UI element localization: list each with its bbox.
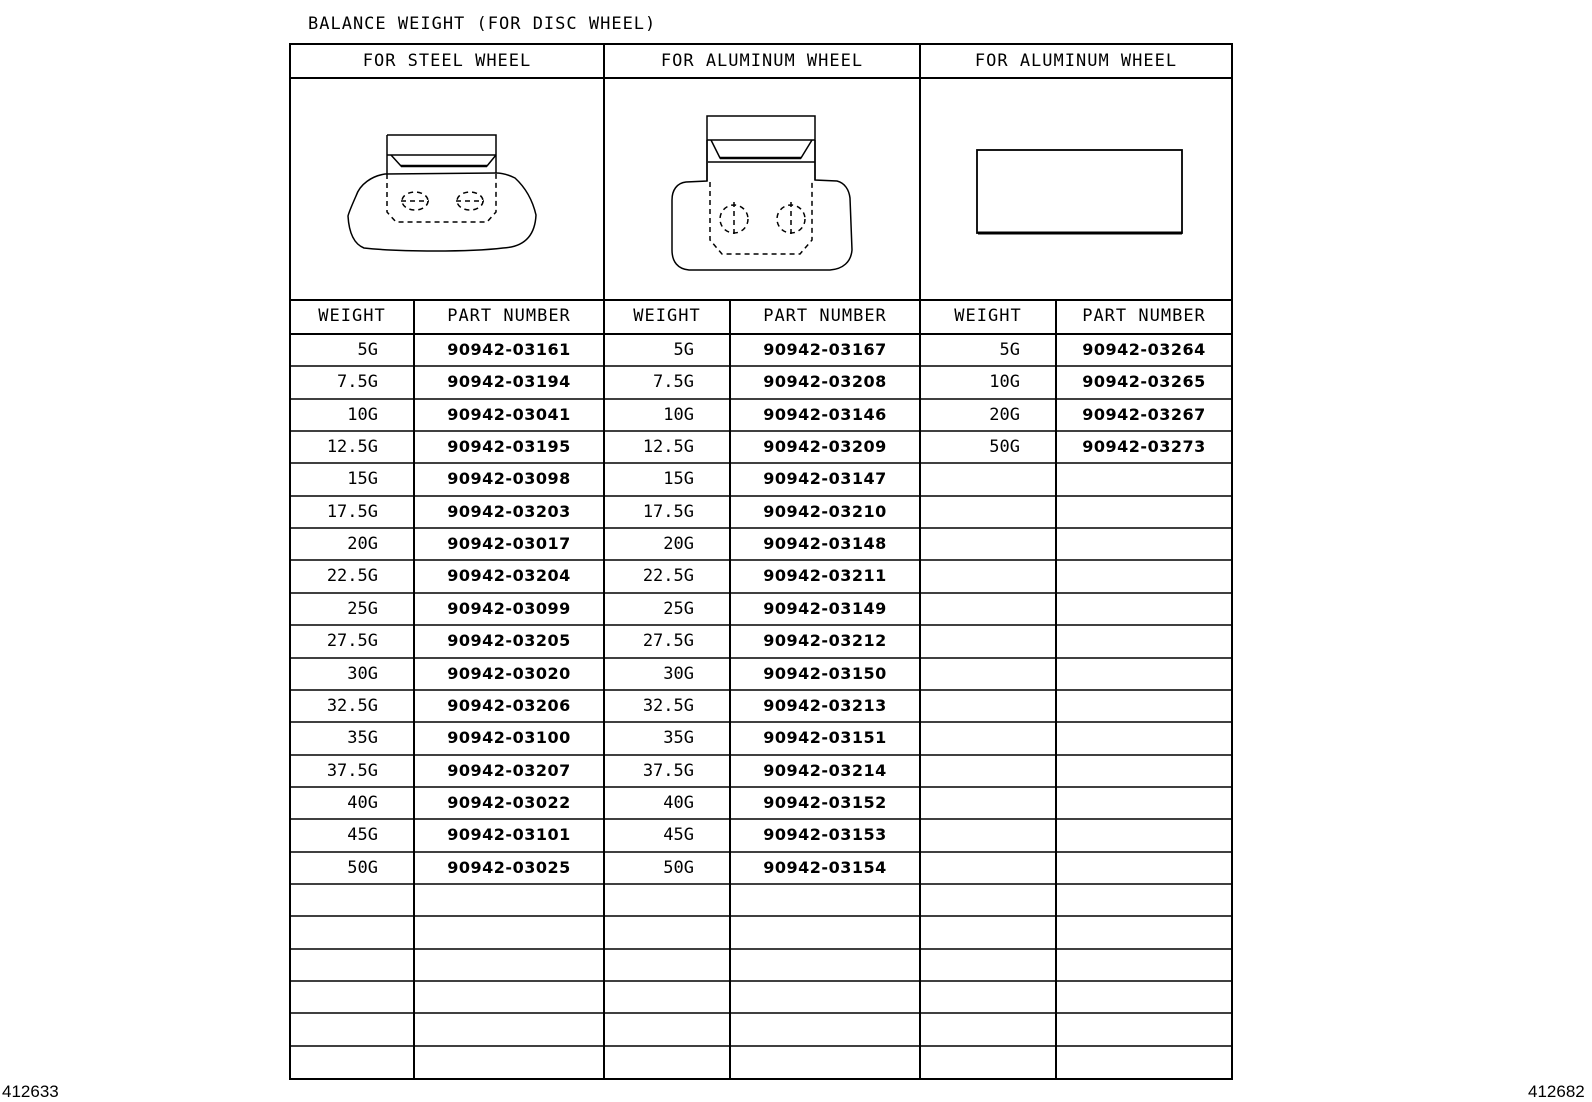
weight-cell: 5G — [357, 340, 378, 360]
weight-cell: 17.5G — [642, 502, 694, 522]
weight-cell: 27.5G — [642, 631, 694, 651]
part-number-cell: 90942-03205 — [447, 631, 571, 650]
part-number-cell: 90942-03098 — [447, 469, 571, 488]
part-number-cell: 90942-03203 — [447, 502, 571, 521]
weight-cell: 17.5G — [326, 502, 378, 522]
weight-cell: 15G — [347, 469, 378, 489]
part-number-cell: 90942-03100 — [447, 728, 571, 747]
part-number-cell: 90942-03267 — [1082, 405, 1206, 424]
part-number-cell: 90942-03154 — [763, 858, 887, 877]
weight-cell: 15G — [663, 469, 694, 489]
weight-column-header: WEIGHT — [633, 306, 701, 326]
part-number-cell: 90942-03206 — [447, 696, 571, 715]
part-number-cell: 90942-03149 — [763, 599, 887, 618]
part-number-cell: 90942-03195 — [447, 437, 571, 456]
weight-cell: 50G — [989, 437, 1020, 457]
part-number-cell: 90942-03207 — [447, 761, 571, 780]
weight-cell: 40G — [663, 793, 694, 813]
part-number-cell: 90942-03208 — [763, 372, 887, 391]
weight-cell: 35G — [347, 728, 378, 748]
part-number-cell: 90942-03264 — [1082, 340, 1206, 359]
weight-cell: 7.5G — [653, 372, 694, 392]
weight-cell: 27.5G — [326, 631, 378, 651]
weight-cell: 20G — [663, 534, 694, 554]
weight-cell: 7.5G — [337, 372, 378, 392]
weight-cell: 45G — [663, 825, 694, 845]
weight-cell: 20G — [989, 405, 1020, 425]
weight-cell: 30G — [663, 664, 694, 684]
weight-cell: 22.5G — [326, 566, 378, 586]
column-heading: FOR ALUMINUM WHEEL — [974, 51, 1178, 71]
weight-column-header: WEIGHT — [318, 306, 386, 326]
weight-cell: 30G — [347, 664, 378, 684]
part-number-cell: 90942-03194 — [447, 372, 571, 391]
part-number-cell: 90942-03153 — [763, 825, 887, 844]
part-number-column-header: PART NUMBER — [1082, 306, 1206, 326]
adhesive-weight-illustration — [977, 150, 1182, 233]
part-number-cell: 90942-03209 — [763, 437, 887, 456]
part-number-cell: 90942-03148 — [763, 534, 887, 553]
part-number-cell: 90942-03025 — [447, 858, 571, 877]
part-number-column-header: PART NUMBER — [763, 306, 887, 326]
weight-cell: 50G — [663, 858, 694, 878]
weight-cell: 20G — [347, 534, 378, 554]
part-number-cell: 90942-03213 — [763, 696, 887, 715]
part-number-cell: 90942-03147 — [763, 469, 887, 488]
weight-cell: 10G — [347, 405, 378, 425]
part-number-cell: 90942-03265 — [1082, 372, 1206, 391]
part-number-cell: 90942-03167 — [763, 340, 887, 359]
part-number-cell: 90942-03020 — [447, 664, 571, 683]
part-number-cell: 90942-03041 — [447, 405, 571, 424]
weight-cell: 25G — [347, 599, 378, 619]
weight-cell: 37.5G — [326, 761, 378, 781]
weight-cell: 50G — [347, 858, 378, 878]
weight-cell: 40G — [347, 793, 378, 813]
weight-cell: 35G — [663, 728, 694, 748]
diagram-title: BALANCE WEIGHT (FOR DISC WHEEL) — [308, 14, 657, 34]
weight-column-header: WEIGHT — [954, 306, 1022, 326]
part-number-cell: 90942-03099 — [447, 599, 571, 618]
weight-cell: 12.5G — [642, 437, 694, 457]
part-number-cell: 90942-03273 — [1082, 437, 1206, 456]
part-number-cell: 90942-03212 — [763, 631, 887, 650]
column-heading: FOR ALUMINUM WHEEL — [660, 51, 864, 71]
part-number-cell: 90942-03151 — [763, 728, 887, 747]
weight-cell: 45G — [347, 825, 378, 845]
part-number-cell: 90942-03214 — [763, 761, 887, 780]
weight-cell: 32.5G — [326, 696, 378, 716]
part-number-cell: 90942-03204 — [447, 566, 571, 585]
weight-cell: 10G — [989, 372, 1020, 392]
weight-cell: 10G — [663, 405, 694, 425]
part-number-column-header: PART NUMBER — [447, 306, 571, 326]
weight-cell: 5G — [673, 340, 694, 360]
part-number-cell: 90942-03017 — [447, 534, 571, 553]
weight-cell: 32.5G — [642, 696, 694, 716]
part-number-cell: 90942-03022 — [447, 793, 571, 812]
reference-number-right: 412682 — [1528, 1082, 1585, 1101]
part-number-cell: 90942-03211 — [763, 566, 887, 585]
weight-cell: 5G — [999, 340, 1020, 360]
column-heading: FOR STEEL WHEEL — [362, 51, 532, 71]
aluminum-wheel-clip-weight-illustration — [672, 116, 852, 270]
weight-cell: 37.5G — [642, 761, 694, 781]
part-number-cell: 90942-03146 — [763, 405, 887, 424]
steel-wheel-clip-weight-illustration — [348, 135, 536, 251]
part-number-cell: 90942-03161 — [447, 340, 571, 359]
weight-cell: 25G — [663, 599, 694, 619]
reference-number-left: 412633 — [2, 1082, 59, 1101]
part-number-cell: 90942-03152 — [763, 793, 887, 812]
part-number-cell: 90942-03101 — [447, 825, 571, 844]
weight-cell: 12.5G — [326, 437, 378, 457]
weight-cell: 22.5G — [642, 566, 694, 586]
part-number-cell: 90942-03210 — [763, 502, 887, 521]
part-number-cell: 90942-03150 — [763, 664, 887, 683]
